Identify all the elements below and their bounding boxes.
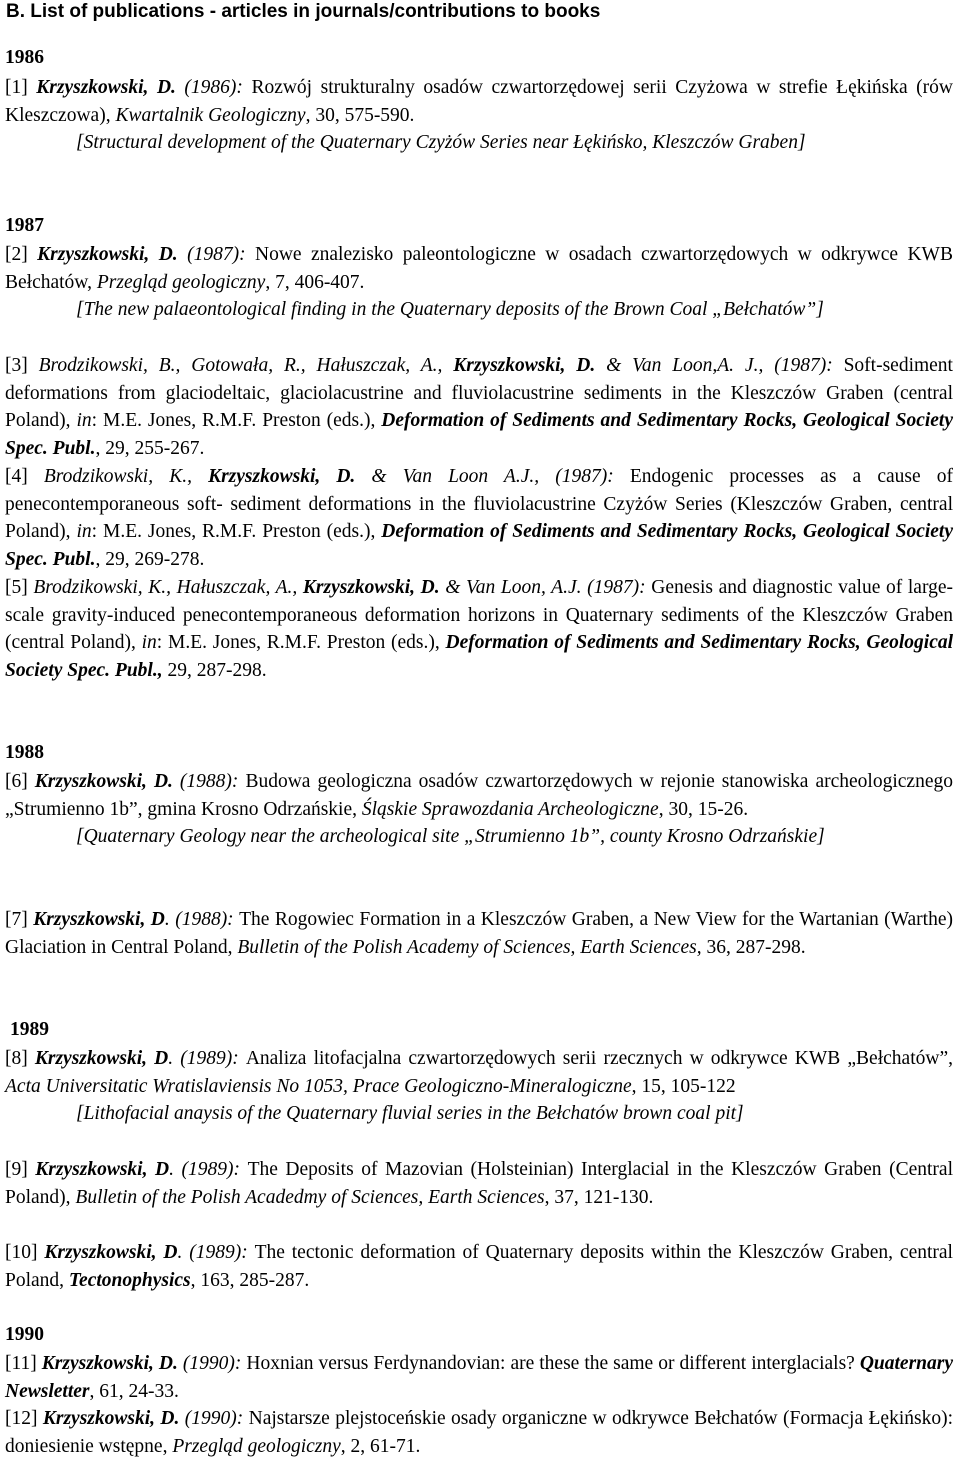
entry-translation: [Lithofacial anaysis of the Quaternary fluvial series in the Bełchatów brown coal pit] <box>76 1103 744 1125</box>
entry-author: Krzyszkowski, D. <box>42 1408 180 1429</box>
publication-entry-4 <box>5 463 953 574</box>
entry-title: Budowa geologiczna osadów czwartorzędowych w rejonie stanowiska archeologicznego „Strumienno 1b”, gmina Krosno Odrzańskie, <box>5 771 953 820</box>
entry-title: Soft-sediment deformations from glaciodeltaic, glaciolacustrine and fluviolacustrine sediments in the Kleszczów Graben (central Poland), <box>5 355 953 432</box>
entry-author: Krzyszkowski, D <box>44 1242 178 1263</box>
entry-year: (1986): <box>175 77 252 98</box>
entry-details: , 29, 269-278. <box>95 549 205 571</box>
entry-details: 36, 287-298. <box>701 936 806 958</box>
entry-title: Najstarsze plejstoceńskie osady organiczne w odkrywce Bełchatów (Formacja Łękińsko): doniesienie wstępne, <box>5 1408 953 1457</box>
entry-author: Krzyszkowski, D <box>35 1159 170 1180</box>
entry-year: (1990): <box>177 1353 247 1374</box>
entry-coauthors-after: & Van Loon,A. J. <box>595 355 759 376</box>
entry-year: . (1989): <box>177 1242 255 1263</box>
entry-details: , 37, 121-130. <box>544 1186 654 1208</box>
entry-year: (1987): <box>177 244 255 265</box>
entry-journal: Bulletin of the Polish Academy of Sciences, Earth Sciences, <box>237 936 702 958</box>
entry-year: (1990): <box>179 1408 249 1429</box>
entry-title: Genesis and diagnostic value of large-scale gravity-induced penecontemporaneous deformation horizons in Quaternary sediments of the Kleszczów Graben (central Poland), <box>5 577 953 654</box>
entry-journal: Quaternary Newsletter <box>5 1353 953 1402</box>
entry-title: Endogenic processes as a cause of penecontemporaneous soft- sediment deformations in the fluviolacustrine Czyżów Series (Kleszczów Graben, central Poland), <box>5 466 953 543</box>
entry-author: Krzyszkowski, D. <box>453 355 596 376</box>
entry-coauthors: Brodzikowski, B., Gotowała, R., Hałuszczak, A., <box>38 355 454 376</box>
entry-in: in <box>76 410 92 432</box>
publication-entry-2 <box>5 241 953 324</box>
entry-journal: Kwartalnik Geologiczny <box>115 104 306 126</box>
entry-author: Krzyszkowski, D <box>34 1048 169 1069</box>
entry-year: , (1987): <box>758 355 844 376</box>
entry-journal: Przegląd geologiczny <box>96 271 266 293</box>
entry-coauthors: Brodzikowski, K., Hałuszczak, A., <box>33 577 303 598</box>
entry-year: (1987): <box>581 577 652 598</box>
entry-details: , 2, 61-71. <box>340 1435 421 1457</box>
entry-coauthors-after: & Van Loon, A.J. <box>439 577 582 598</box>
entry-author: Krzyszkowski, D. <box>37 244 178 265</box>
entry-year: . (1989): <box>169 1159 248 1180</box>
year-heading-1989: 1989 <box>10 1019 49 1040</box>
year-heading-1990: 1990 <box>5 1324 44 1345</box>
entry-number: [3] <box>5 355 39 376</box>
entry-year: , (1987): <box>534 466 630 487</box>
entry-editors: : M.E. Jones, R.M.F. Preston (eds.), <box>91 410 382 432</box>
entry-translation: [Structural development of the Quaternary Czyżów Series near Łękińsko, Kleszczów Graben] <box>76 132 806 154</box>
publication-entry-11 <box>5 1350 953 1405</box>
entry-journal: Śląskie Sprawozdania Archeologiczne <box>361 798 659 820</box>
entry-year: . (1988): <box>164 909 240 930</box>
entry-translation: [Quaternary Geology near the archeological site „Strumienno 1b”, county Krosno Odrzańskie] <box>76 826 825 848</box>
entry-number: [12] <box>5 1408 43 1429</box>
entry-details: , 29, 255-267. <box>95 438 205 460</box>
entry-journal: Bulletin of the Polish Acadedmy of Sciences, Earth Sciences <box>75 1186 545 1208</box>
entry-title: Rozwój strukturalny osadów czwartorzędowej serii Czyżowa w strefie Łękińska (rów Kleszczowa), <box>5 77 953 126</box>
entry-year: (1988): <box>172 771 246 792</box>
publication-entry-3 <box>5 352 953 463</box>
entry-book: Deformation of Sediments and Sedimentary Rocks, Geological Society Spec. Publ., <box>5 632 954 682</box>
entry-details: , 30, 575-590. <box>305 104 415 126</box>
entry-journal: Acta Universitatic Wratislaviensis No 1053, Prace Geologiczno-Mineralogiczne <box>5 1075 632 1097</box>
entry-author: Krzyszkowski, D. <box>208 466 356 487</box>
entry-in: in <box>76 521 92 543</box>
entry-year: . (1989): <box>168 1048 246 1069</box>
entry-journal: Tectonophysics <box>68 1269 191 1291</box>
entry-number: [7] <box>5 909 34 930</box>
publication-entry-6 <box>5 768 953 851</box>
publication-entry-10 <box>5 1239 953 1294</box>
entry-title: The Deposits of Mazovian (Holsteinian) Interglacial in the Kleszczów Graben (Central Poland), <box>5 1159 953 1208</box>
entry-author: Krzyszkowski, D. <box>41 1353 178 1374</box>
entry-details: , 61, 24-33. <box>89 1380 179 1402</box>
year-heading-1987: 1987 <box>5 215 44 236</box>
publication-entry-1 <box>5 74 953 157</box>
entry-number: [11] <box>5 1353 42 1374</box>
entry-number: [9] <box>5 1159 36 1180</box>
entry-translation: [The new palaeontological finding in the Quaternary deposits of the Brown Coal „Bełchatów”] <box>76 299 824 321</box>
entry-details: , 30, 15-26. <box>658 798 749 820</box>
entry-title: Nowe znalezisko paleontologiczne w osadach czwartorzędowych w odkrywce KWB Bełchatów, <box>5 244 953 293</box>
entry-details: 29, 287-298. <box>162 660 267 682</box>
entry-details: , 7, 406-407. <box>265 271 365 293</box>
entry-number: [5] <box>5 577 34 598</box>
entry-author: Krzyszkowski, D. <box>34 771 173 792</box>
entry-coauthors: Brodzikowski, K., <box>43 466 209 487</box>
entry-book: Deformation of Sediments and Sedimentary Rocks, Geological Society Spec. Publ. <box>5 410 953 460</box>
entry-number: [4] <box>5 466 44 487</box>
entry-title: The tectonic deformation of Quaternary deposits within the Kleszczów Graben, central Poland, <box>5 1242 953 1291</box>
publication-entry-5 <box>5 574 953 685</box>
entry-number: [10] <box>5 1242 45 1263</box>
entry-details: , 15, 105-122 <box>631 1075 736 1097</box>
year-heading-1988: 1988 <box>5 742 44 763</box>
entry-in: in <box>141 632 157 654</box>
entry-author: Krzyszkowski, D <box>33 909 165 930</box>
entry-title: Hoxnian versus Ferdynandovian: are these the same or different interglacials? <box>246 1353 860 1374</box>
entry-number: [6] <box>5 771 35 792</box>
publication-entry-12 <box>5 1405 953 1460</box>
entry-details: , 163, 285-287. <box>190 1269 310 1291</box>
entry-title: The Rogowiec Formation in a Kleszczów Graben, a New View for the Wartanian (Warthe) Glaciation in Central Poland, <box>5 909 953 958</box>
entry-journal: Przegląd geologiczny <box>172 1435 341 1457</box>
entry-number: [1] <box>5 77 37 98</box>
entry-editors: : M.E. Jones, R.M.F. Preston (eds.), <box>91 521 382 543</box>
section-heading: B. List of publications - articles in journals/contributions to books <box>6 1 601 22</box>
publication-entry-9 <box>5 1156 953 1211</box>
publication-entry-7 <box>5 906 953 961</box>
year-heading-1986: 1986 <box>5 47 44 68</box>
entry-book: Deformation of Sediments and Sedimentary Rocks, Geological Society Spec. Publ. <box>5 521 953 571</box>
entry-author: Krzyszkowski, D. <box>302 577 440 598</box>
entry-author: Krzyszkowski, D. <box>36 77 176 98</box>
publication-entry-8 <box>5 1045 953 1128</box>
entry-title: Analiza litofacjalna czwartorzędowych serii rzecznych w odkrywce KWB „Bełchatów”, <box>245 1048 953 1069</box>
entry-coauthors-after: & Van Loon A.J. <box>355 466 535 487</box>
entry-editors: : M.E. Jones, R.M.F. Preston (eds.), <box>156 632 446 654</box>
entry-number: [2] <box>5 244 38 265</box>
entry-number: [8] <box>5 1048 35 1069</box>
